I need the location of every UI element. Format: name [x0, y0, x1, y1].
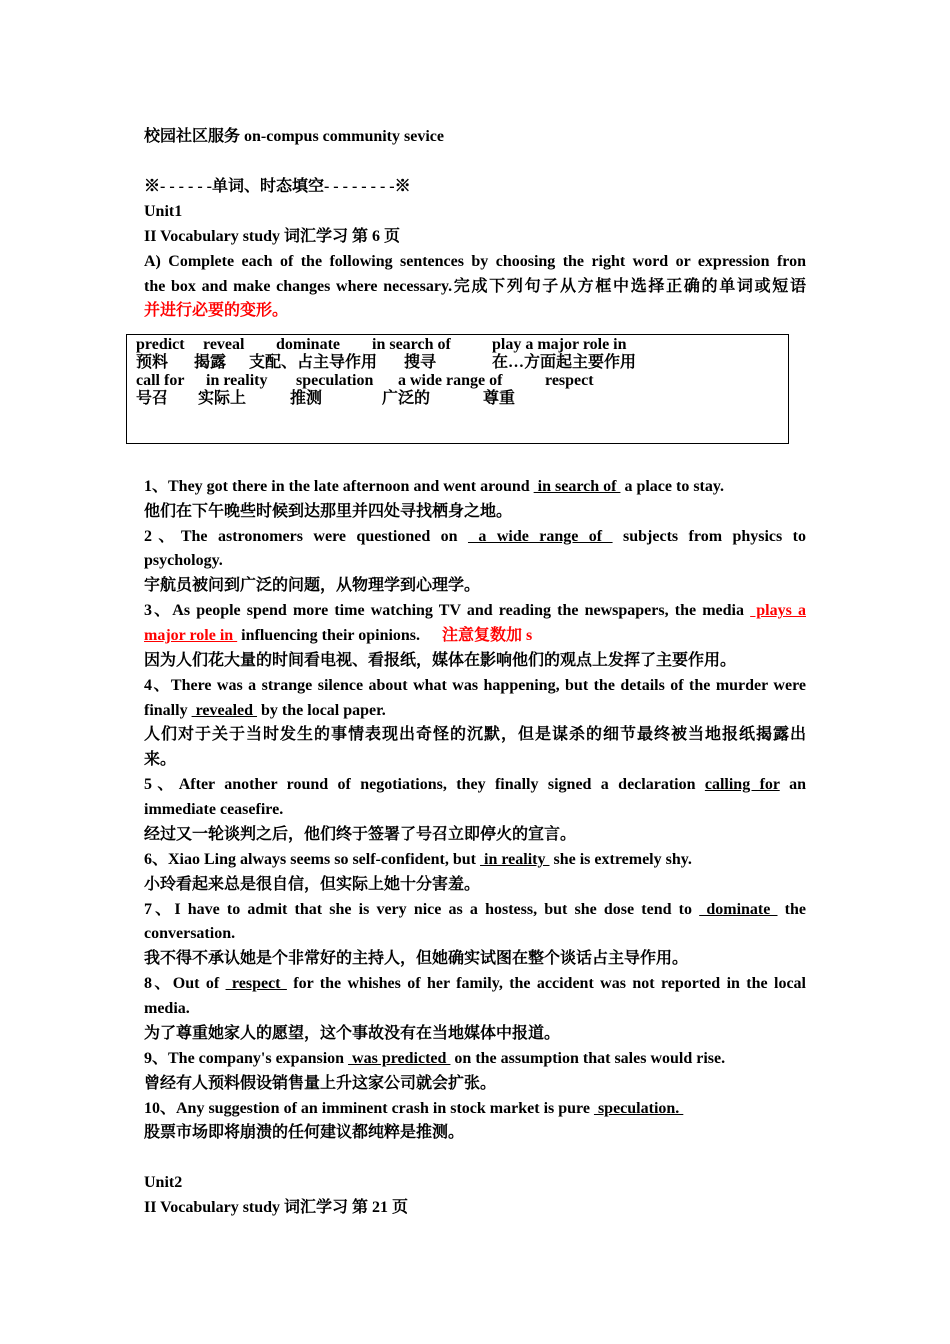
q1-text-b: a place to stay.	[620, 478, 724, 495]
q3-answer-part2: major role in	[144, 627, 238, 644]
box-word-respect: respect	[545, 372, 594, 389]
q5-text-a: 5、After another round of negotiations, they finally signed a declaration	[144, 776, 705, 793]
q8-line-cont: media.	[144, 1000, 190, 1017]
q5-translation: 经过又一轮谈判之后，他们终于签署了号召立即停火的宣言。	[144, 826, 577, 843]
section-title: ※- - - - - -单词、时态填空- - - - - - - -※	[144, 178, 411, 195]
q1-translation: 他们在下午晚些时候到达那里并四处寻找栖身之地。	[144, 503, 513, 520]
q5-line-cont: immediate ceasefire.	[144, 801, 284, 818]
q3-answer-part1: plays a	[750, 602, 806, 619]
box-word-play-a-major-role: play a major role in	[492, 336, 627, 353]
box-meaning-call-for: 号召	[136, 390, 169, 407]
q3-translation: 因为人们花大量的时间看电视、看报纸，媒体在影响他们的观点上发挥了主要作用。	[144, 652, 737, 669]
q3-text-a: 3、As people spend more time watching TV and reading the newspapers, the media	[144, 602, 751, 619]
box-word-call-for: call for	[136, 372, 185, 389]
box-word-in-search-of: in search of	[372, 336, 451, 353]
q7-line	[144, 897, 806, 922]
q7-line-cont: conversation.	[144, 925, 236, 942]
instruction-red: 并进行必要的变形。	[144, 302, 289, 319]
q5-line	[144, 772, 806, 797]
unit2-title: Unit2	[144, 1174, 183, 1191]
q4-translation-2: 来。	[144, 751, 177, 768]
instruction-line2: the box and make changes where necessary.完成下列句子从方框中选择正确的单词或短语	[144, 278, 806, 295]
box-meaning-speculation: 推测	[290, 390, 323, 407]
box-word-predict: predict	[136, 336, 185, 353]
box-word-speculation: speculation	[296, 372, 374, 389]
box-meaning-play-a-major-role: 在…方面起主要作用	[492, 354, 637, 371]
q3-text-b: influencing their opinions.	[237, 627, 421, 644]
q5-answer: calling for	[704, 776, 780, 793]
q6-answer: in reality	[480, 851, 550, 868]
q2-line	[144, 524, 806, 549]
q1-answer: in search of	[533, 478, 621, 495]
unit1-title: Unit1	[144, 203, 183, 220]
q6-line	[144, 847, 806, 872]
q9-answer: was predicted	[348, 1050, 451, 1067]
q9-text-b: on the assumption that sales would rise.	[450, 1050, 726, 1067]
q8-translation: 为了尊重她家人的愿望，这个事故没有在当地媒体中报道。	[144, 1025, 561, 1042]
box-meaning-dominate: 支配、占主导作用	[249, 354, 378, 371]
q8-answer: respect	[225, 975, 287, 992]
q4-text-c: by the local paper.	[257, 702, 386, 719]
box-word-a-wide-range-of: a wide range of	[398, 372, 503, 389]
q10-line	[144, 1096, 806, 1121]
box-word-reveal: reveal	[203, 336, 245, 353]
q9-translation: 曾经有人预料假设销售量上升这家公司就会扩张。	[144, 1075, 497, 1092]
q7-translation: 我不得不承认她是个非常好的主持人，但她确实试图在整个谈话占主导作用。	[144, 950, 689, 967]
q2-answer: a wide range of	[467, 528, 613, 545]
instruction-line1: A) Complete each of the following sentences by choosing the right word or expression fron	[144, 253, 806, 270]
q3-line-cont	[144, 623, 806, 648]
q4-translation-1: 人们对于关于当时发生的事情表现出奇怪的沉默，但是谋杀的细节最终被当地报纸揭露出	[144, 726, 806, 743]
q2-text-b: subjects from physics to	[612, 528, 807, 545]
q8-text-b: for the whishes of her family, the accident was not reported in the local	[286, 975, 806, 992]
q1-text-a: 1、They got there in the late afternoon and went around	[144, 478, 534, 495]
q4-text-b: finally	[144, 702, 192, 719]
unit1-subtitle: II Vocabulary study 词汇学习 第 6 页	[144, 228, 401, 245]
q4-line: 4、There was a strange silence about what was happening, but the details of the murder were	[144, 677, 806, 694]
q8-text-a: 8、Out of	[144, 975, 226, 992]
box-meaning-respect: 尊重	[483, 390, 516, 407]
q2-translation: 宇航员被问到广泛的问题，从物理学到心理学。	[144, 577, 481, 594]
q4-answer: revealed	[191, 702, 258, 719]
box-meaning-in-reality: 实际上	[198, 390, 247, 407]
q1-line	[144, 474, 806, 499]
q8-line	[144, 971, 806, 996]
box-meaning-a-wide-range-of: 广泛的	[382, 390, 431, 407]
q3-note: 注意复数加 s	[442, 627, 533, 644]
word-box	[126, 334, 789, 444]
q5-text-b: an	[779, 776, 806, 793]
box-word-dominate: dominate	[276, 336, 340, 353]
box-word-in-reality: in reality	[206, 372, 268, 389]
q7-text-b: the	[777, 901, 807, 918]
q9-text-a: 9、The company's expansion	[144, 1050, 349, 1067]
unit2-subtitle: II Vocabulary study 词汇学习 第 21 页	[144, 1199, 409, 1216]
q10-text-a: 10、Any suggestion of an imminent crash in stock market is pure	[144, 1100, 594, 1117]
q6-text-b: she is extremely shy.	[549, 851, 692, 868]
q4-line-cont	[144, 698, 806, 723]
box-meaning-in-search-of: 搜寻	[404, 354, 437, 371]
box-meaning-reveal: 揭露	[194, 354, 227, 371]
q6-translation: 小玲看起来总是很自信，但实际上她十分害羞。	[144, 876, 481, 893]
q6-text-a: 6、Xiao Ling always seems so self-confident, but	[144, 851, 481, 868]
q7-text-a: 7、I have to admit that she is very nice as a hostess, but she dose tend to	[144, 901, 700, 918]
q2-text-a: 2、The astronomers were questioned on	[144, 528, 468, 545]
q10-translation: 股票市场即将崩溃的任何建议都纯粹是推测。	[144, 1124, 465, 1141]
q7-answer: dominate	[699, 901, 778, 918]
q2-line-cont: psychology.	[144, 552, 223, 569]
box-meaning-predict: 预料	[136, 354, 169, 371]
doc-header: 校园社区服务 on-compus community sevice	[144, 128, 444, 145]
q10-answer: speculation.	[593, 1100, 684, 1117]
q3-line	[144, 598, 806, 623]
q9-line	[144, 1046, 806, 1071]
